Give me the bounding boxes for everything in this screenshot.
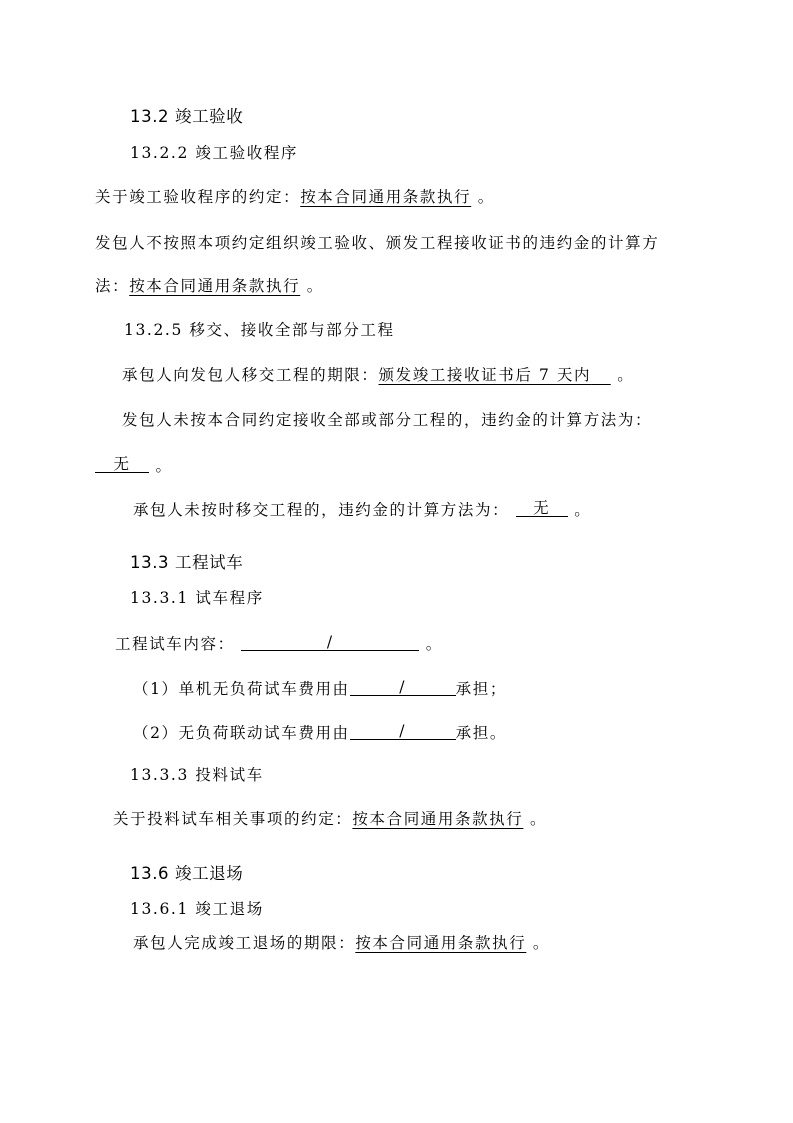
period: 。 <box>155 457 173 475</box>
clause-label: 承包人完成竣工退场的期限： <box>133 934 356 952</box>
clause-acceptance-procedure <box>95 187 495 207</box>
period: 。 <box>574 501 592 519</box>
clause-label: 关于投料试车相关事项的约定： <box>113 810 353 828</box>
subheading-13-3-1: 13.3.1 试车程序 <box>130 589 264 607</box>
clause-exit-period <box>133 933 550 953</box>
period: 。 <box>532 934 550 952</box>
clause-linked-test-cost <box>133 721 507 743</box>
clause-value: 无 <box>95 454 149 473</box>
subheading-13-2-5: 13.2.5 移交、接收全部与部分工程 <box>124 321 395 339</box>
subheading-13-6-1: 13.6.1 竣工退场 <box>130 900 264 918</box>
subheading-13-3-3: 13.3.3 投料试车 <box>130 766 264 784</box>
clause-value: 按本合同通用条款执行 <box>129 277 301 295</box>
clause-penalty-line1: 发包人不按照本项约定组织竣工验收、颁发工程接收证书的违约金的计算方 <box>95 234 660 252</box>
clause-employer-penalty-line1: 发包人未按本合同约定接收全部或部分工程的，违约金的计算方法为： <box>122 411 653 429</box>
clause-label: 关于竣工验收程序的约定： <box>95 188 301 206</box>
period: 。 <box>306 277 324 295</box>
clause-single-test-cost <box>133 677 507 699</box>
period: 。 <box>529 810 548 828</box>
clause-test-content <box>115 632 443 654</box>
clause-value: 按本合同通用条款执行 <box>300 188 472 206</box>
period: 。 <box>425 635 443 653</box>
clause-contractor-penalty <box>133 498 591 520</box>
clause-suffix: 承担； <box>455 680 507 698</box>
section-heading-13-2: 13.2 竣工验收 <box>130 107 244 126</box>
clause-value: 颁发竣工接收证书后 7 天内 <box>378 366 592 384</box>
clause-label: （2）无负荷联动试车费用由 <box>133 724 350 742</box>
clause-value: 按本合同通用条款执行 <box>355 934 527 952</box>
section-heading-13-3: 13.3 工程试车 <box>130 553 244 572</box>
clause-employer-penalty-line2 <box>95 454 173 476</box>
clause-label: 承包人向发包人移交工程的期限： <box>122 366 379 384</box>
clause-label: （1）单机无负荷试车费用由 <box>133 680 350 698</box>
period: 。 <box>477 188 495 206</box>
clause-handover-period <box>122 365 634 385</box>
period: 。 <box>617 366 635 384</box>
subheading-13-2-2: 13.2.2 竣工验收程序 <box>130 144 299 162</box>
clause-value: / <box>350 677 456 696</box>
clause-feed-test <box>113 809 547 829</box>
clause-label: 承包人未按时移交工程的，违约金的计算方法为： <box>133 501 510 519</box>
clause-value: 无 <box>516 498 568 517</box>
section-heading-13-6: 13.6 竣工退场 <box>130 864 244 883</box>
clause-value: 按本合同通用条款执行 <box>352 810 524 828</box>
clause-label: 工程试车内容： <box>115 635 235 653</box>
clause-label: 法： <box>95 277 130 295</box>
clause-penalty-line2 <box>95 276 324 296</box>
clause-suffix: 承担。 <box>455 724 507 742</box>
clause-value: / <box>241 632 419 651</box>
clause-value: / <box>350 721 456 740</box>
